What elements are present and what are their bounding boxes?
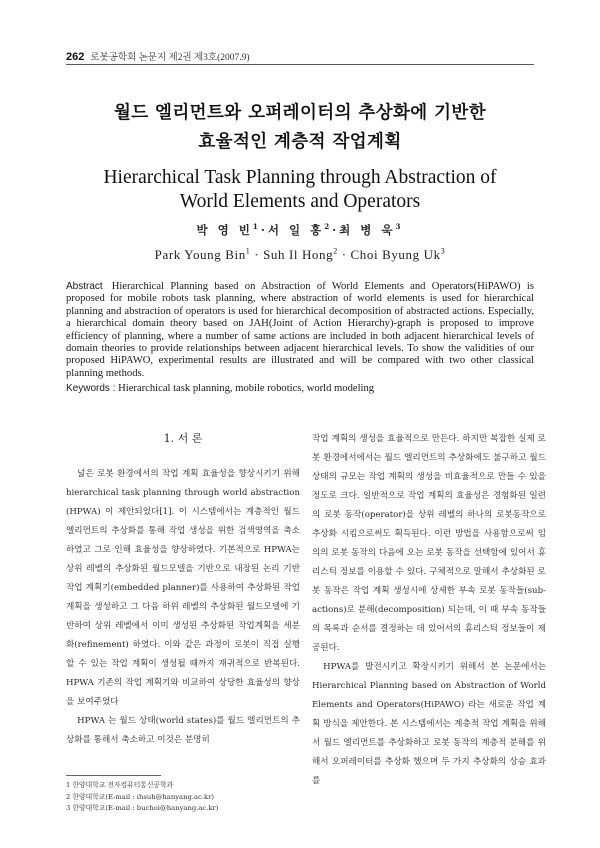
affiliation-mark: 1	[252, 222, 261, 232]
korean-title-line-1: 월드 엘리먼트와 오퍼레이터의 추상화에 기반한	[113, 103, 487, 123]
korean-title	[60, 99, 540, 157]
abstract-text: Hierarchical Planning based on Abstraction of World Elements and Operators(HiPAWO) is proposed for mobile robots task planning, where abstraction of world elements is used for hierarchical planning and abstraction of operators is used for hierarchical decomposition of abstracted actions. Especially, a hierarchical domain theory based on JAH(Joint of Action Hierarchy)-graph is proposed to improve efficiency of planning, where a number of same actions are included in both adjacent hierarchical levels of domain theories to provide relationships between adjacent hierarchical levels. To show the validities of our proposed HiPAWO, experimental results are illustrated and will be compared with two other classical planning methods.	[66, 281, 534, 379]
english-title-line-2: World Elements and Operators	[179, 191, 421, 212]
footnote-rule	[66, 775, 161, 776]
footnote: 2 한양대학교(E-mail : ihsuh@hanyang.ac.kr)	[66, 792, 215, 801]
author-ko-3: 최 병 욱	[339, 223, 396, 237]
footnote: 3 한양대학교(E-mail : buchoi@hanyang.ac.kr)	[66, 804, 219, 813]
affiliation-mark: 3	[395, 222, 404, 232]
header-rule	[66, 64, 534, 65]
section-heading: 1. 서 론	[163, 432, 203, 445]
body-column-right	[312, 430, 546, 791]
journal-name: 로봇공학회 논문지 제2권 제3호(2007.9)	[90, 53, 250, 63]
english-authors	[60, 247, 540, 263]
english-title	[50, 166, 550, 214]
author-separator: ·	[254, 247, 260, 262]
author-ko-2: 서 일 홍	[267, 223, 325, 237]
abstract-label: Abstract	[66, 281, 103, 292]
affiliation-mark: 3	[440, 246, 446, 256]
page-number: 262	[66, 51, 85, 63]
body-column-left	[66, 465, 300, 750]
footnotes	[66, 780, 306, 815]
keywords-text: Hierarchical task planning, mobile robotics, world modeling	[118, 383, 375, 394]
author-separator: ·	[260, 223, 268, 237]
author-en-1: Park Young Bin	[154, 247, 246, 262]
body-paragraph: 넓은 로봇 환경에서의 작업 계획 효율성을 향상시키기 위해 hierarchical task planning through world abstraction (HPWA) 이 제안되었다[1]. 이 시스템에서는 계층적인 월드 엘리먼트의 추상화를 통해 작업 생성을 위한 검색영역을 축소하였고 그로 인해 효율성을 향상하였다. 기본적으로 HPWA는 상위 레벨의 추상화된 월드모델을 기반으로 내장된 논리 기반 작업 계획기(embedded planner)를 사용하여 추상화된 작업 계획을 생성하고 그 다음 하위 레벨의 추상화된 월드모델에 기반하여 상위 레벨에서 이미 생성된 추상화된 작업계획을 세분화(refinement) 하였다. 이와 같은 과정이 로봇이 직접 실행할 수 있는 작업 계획이 생성될 때까지 재귀적으로 반복된다. HPWA 기존의 작업 계획기와 비교하여 상당한 효율성의 향상을 보여주었다	[66, 469, 300, 707]
author-separator: ·	[332, 223, 340, 237]
author-en-3: Choi Byung Uk	[350, 247, 441, 262]
keywords-label: Keywords :	[66, 383, 116, 394]
body-paragraph: HPWA를 발전시키고 확장시키기 위해서 본 논문에서는 Hierarchical Planning based on Abstraction of World Elements and Operators(HiPAWO) 라는 새로운 작업 계획 방식을 제안한다. 본 시스템에서는 계층적 작업 계획을 위해서 월드 엘리먼트를 추상화하고 로봇 동작의 계층적 분해를 위해서 오퍼레이터를 추상화 했으며 두 가지 추상화의 상승 효과를	[312, 662, 546, 786]
author-ko-1: 박 영 빈	[196, 223, 253, 237]
abstract	[66, 281, 534, 380]
running-header	[66, 49, 250, 63]
footnote: 1 한양대학교 전자컴퓨터통신공학과	[66, 781, 174, 789]
korean-authors	[60, 222, 540, 238]
affiliation-mark: 2	[333, 246, 338, 256]
body-paragraph: HPWA 는 월드 상태(world states)를 월드 엘리먼트의 추상화를 통해서 축소하고 이것은 분명히	[66, 716, 300, 745]
author-separator: ·	[341, 247, 347, 262]
affiliation-mark: 1	[245, 246, 251, 256]
english-title-line-1: Hierarchical Task Planning through Abstraction of	[103, 167, 497, 188]
korean-title-line-2: 효율적인 계층적 작업계획	[198, 132, 402, 152]
keywords	[66, 383, 534, 394]
author-en-2: Suh Il Hong	[263, 247, 334, 262]
affiliation-mark: 2	[324, 222, 333, 232]
body-paragraph: 작업 계획의 생성을 효율적으로 만든다. 하지만 복잡한 실제 로봇 환경에서에서는 월드 엘리먼트의 추상화에도 불구하고 월드 상태의 규모는 작업 계획의 생성을 비효율적으로 만들 수 있을 정도로 크다. 일반적으로 작업 계획의 효율성은 경험화된 일련의 로봇 동작(operator)을 상위 레벨의 하나의 로봇동작으로 추상화 시킴으로써도 획득된다. 이런 방법을 사용함으로써 임의의 로봇 동작의 다음에 오는 로봇 동작을 선택함에 있어서 휴리스틱 정보를 이용할 수 있다. 구체적으로 말해서 추상화된 로봇 동작은 작업 계획 생성시에 상세한 부속 로봇 동작들(sub-actions)로 분해(decomposition) 되는데, 이 때 부속 동작들의 목록과 순서를 결정하는 데 있어서의 휴리스틱 정보들이 제공된다.	[312, 434, 546, 653]
